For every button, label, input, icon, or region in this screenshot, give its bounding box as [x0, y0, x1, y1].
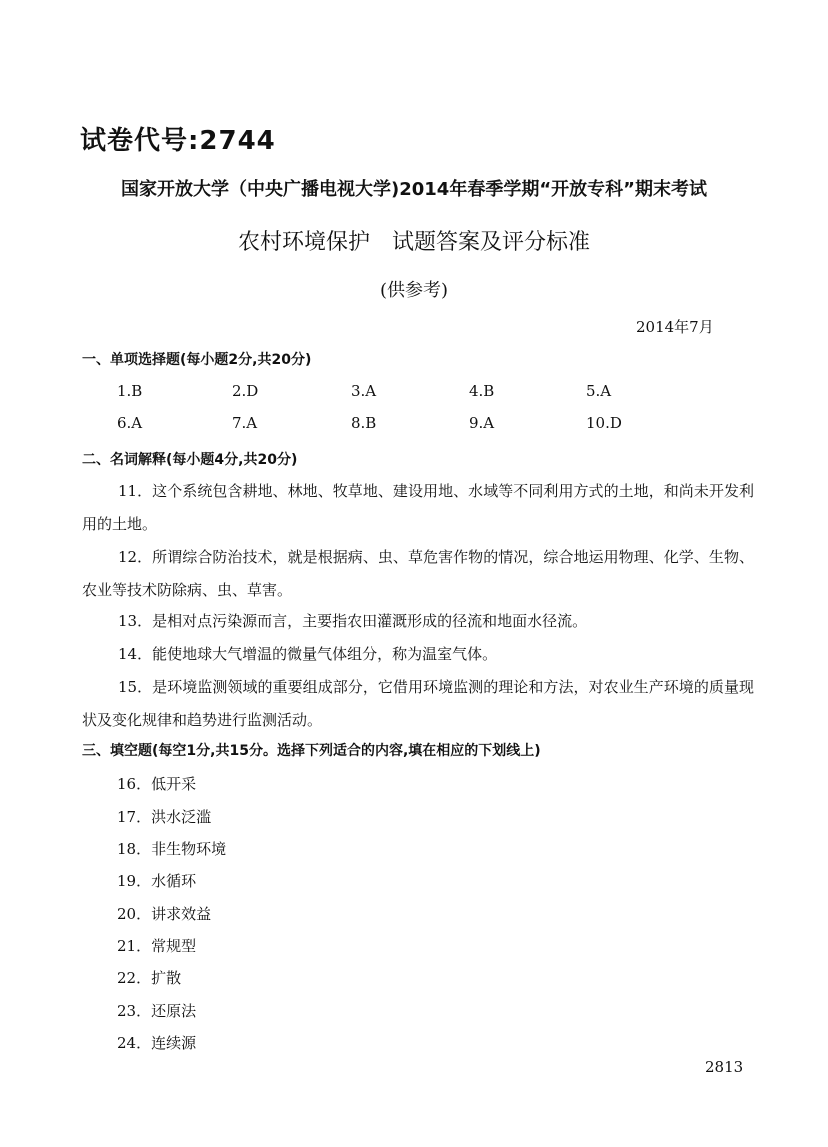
reference-note: (供参考)	[379, 280, 449, 301]
section1-title: 一、单项选择题(每小题2分,共20分)	[82, 352, 312, 368]
section2-title: 二、名词解释(每小题4分,共20分)	[82, 452, 298, 468]
definition-item: 11．这个系统包含耕地、林地、牧草地、建设用地、水域等不同利用方式的土地，和尚未开发利用的土地。	[82, 482, 754, 533]
definition-item: 12．所谓综合防治技术，就是根据病、虫、草危害作物的情况，综合地运用物理、化学、生物、农业等技术防除病、虫、草害。	[82, 548, 754, 599]
exam-date: 2014年7月	[636, 318, 714, 336]
mc-answer: 7.A	[232, 414, 258, 432]
definition-item: 14．能使地球大气增温的微量气体组分，称为温室气体。	[118, 645, 498, 663]
page-number: 2813	[705, 1058, 744, 1076]
mc-answer: 2.D	[232, 382, 259, 400]
mc-answer: 3.A	[351, 382, 377, 400]
institution-title: 国家开放大学（中央广播电视大学)2014年春季学期“开放专科”期末考试	[121, 179, 707, 200]
mc-answer: 9.A	[469, 414, 495, 432]
fill-answer: 20．讲求效益	[117, 905, 212, 923]
fill-answer: 17．洪水泛滥	[117, 808, 212, 826]
mc-answer: 10.D	[586, 414, 622, 432]
mc-answer: 1.B	[117, 382, 143, 400]
subject-title: 农村环境保护 试题答案及评分标准	[237, 230, 590, 255]
fill-answer: 16．低开采	[117, 775, 197, 793]
mc-answer: 5.A	[586, 382, 612, 400]
fill-answer: 23．还原法	[117, 1002, 197, 1020]
exam-code: 试卷代号:2744	[80, 126, 276, 156]
mc-answer: 4.B	[469, 382, 495, 400]
mc-answer: 8.B	[351, 414, 377, 432]
fill-answer: 22．扩散	[117, 969, 182, 987]
definition-item: 13．是相对点污染源而言，主要指农田灌溉形成的径流和地面水径流。	[118, 612, 588, 630]
fill-answer: 24．连续源	[117, 1034, 197, 1052]
mc-answer: 6.A	[117, 414, 143, 432]
fill-answer: 19．水循环	[117, 872, 197, 890]
section3-title: 三、填空题(每空1分,共15分。选择下列适合的内容,填在相应的下划线上)	[82, 743, 541, 759]
definition-item: 15．是环境监测领域的重要组成部分，它借用环境监测的理论和方法，对农业生产环境的质量现状及变化规律和趋势进行监测活动。	[82, 678, 754, 729]
fill-answer: 18．非生物环境	[117, 840, 227, 858]
fill-answer: 21．常规型	[117, 937, 197, 955]
